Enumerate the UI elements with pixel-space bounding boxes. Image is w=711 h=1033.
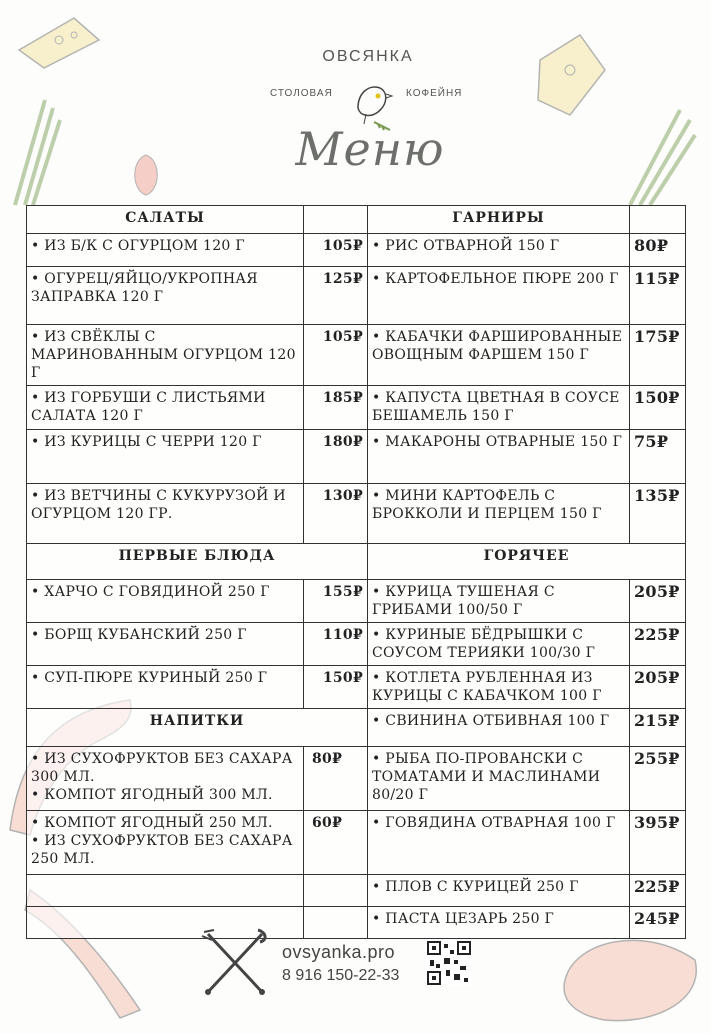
menu-item-name: • ОГУРЕЦ/ЯЙЦО/УКРОПНАЯ ЗАПРАВКА 120 Г — [27, 267, 304, 325]
website-link[interactable]: ovsyanka.pro — [282, 942, 396, 962]
menu-item-name: • ИЗ ВЕТЧИНЫ С КУКУРУЗОЙ И ОГУРЦОМ 120 ГР. — [27, 484, 304, 544]
menu-item-price: 150₽ — [630, 386, 686, 430]
menu-item-price: 115₽ — [630, 267, 686, 325]
menu-title: Меню — [295, 122, 445, 176]
menu-item-name: • КАРТОФЕЛЬНОЕ ПЮРЕ 200 Г — [368, 267, 630, 325]
section-heading-first: ПЕРВЫЕ БЛЮДА — [27, 544, 368, 580]
menu-item-name: • ИЗ СУХОФРУКТОВ БЕЗ САХАРА 300 МЛ. — [31, 751, 293, 785]
menu-item-price: 245₽ — [630, 907, 686, 939]
menu-item-price: 105₽ — [304, 325, 368, 386]
menu-item-name: • БОРЩ КУБАНСКИЙ 250 Г — [27, 623, 304, 666]
fork-knife-icon — [200, 928, 270, 998]
menu-item-price: 180₽ — [304, 430, 368, 484]
brand-name: ОВСЯНКА — [322, 48, 414, 65]
menu-item-name: • КОМПОТ ЯГОДНЫЙ 250 МЛ. — [31, 815, 273, 831]
menu-item-price: 125₽ — [304, 267, 368, 325]
section-heading-garnish: ГАРНИРЫ — [368, 206, 630, 234]
menu-item-name: • ИЗ Б/К С ОГУРЦОМ 120 Г — [27, 234, 304, 267]
qr-code-icon — [426, 940, 472, 986]
menu-item-name: • РИС ОТВАРНОЙ 150 Г — [368, 234, 630, 267]
menu-item-name: • ИЗ СВЁКЛЫ С МАРИНОВАННЫМ ОГУРЦОМ 120 Г — [27, 325, 304, 386]
menu-item-price: 395₽ — [630, 811, 686, 875]
menu-item-name: • ИЗ ГОРБУШИ С ЛИСТЬЯМИ САЛАТА 120 Г — [27, 386, 304, 430]
asparagus-sketch-icon — [620, 100, 700, 210]
menu-item-name: • ПАСТА ЦЕЗАРЬ 250 Г — [368, 907, 630, 939]
menu-item-price: 185₽ — [304, 386, 368, 430]
menu-item-price: 60₽ — [304, 811, 368, 875]
menu-item-price: 175₽ — [630, 325, 686, 386]
drinks-group-250 — [27, 811, 304, 875]
menu-item-name: • СУП-ПЮРЕ КУРИНЫЙ 250 Г — [27, 666, 304, 709]
menu-item-price: 225₽ — [630, 623, 686, 666]
menu-item-price: 80₽ — [304, 747, 368, 811]
menu-item-name: • СВИНИНА ОТБИВНАЯ 100 Г — [368, 709, 630, 747]
menu-item-name: • МИНИ КАРТОФЕЛЬ С БРОККОЛИ И ПЕРЦЕМ 150 Г — [368, 484, 630, 544]
menu-item-price: 205₽ — [630, 580, 686, 623]
menu-item-name: • КАБАЧКИ ФАРШИРОВАННЫЕ ОВОЩНЫМ ФАРШЕМ 150 Г — [368, 325, 630, 386]
brand-tag-right: КОФЕЙНЯ — [406, 88, 463, 99]
cheese-sketch-icon — [14, 10, 104, 70]
menu-item-name: • КУРИНЫЕ БЁДРЫШКИ С СОУСОМ ТЕРИЯКИ 100/30 Г — [368, 623, 630, 666]
pepper-sketch-icon — [126, 150, 166, 200]
brand-tag-left: СТОЛОВАЯ — [270, 88, 333, 99]
menu-item-name: • ИЗ СУХОФРУКТОВ БЕЗ САХАРА 250 МЛ. — [31, 833, 293, 867]
menu-item-price: 75₽ — [630, 430, 686, 484]
menu-item-price: 135₽ — [630, 484, 686, 544]
menu-item-name: • РЫБА ПО-ПРОВАНСКИ С ТОМАТАМИ И МАСЛИНАМИ 80/20 Г — [368, 747, 630, 811]
menu-item-name: • КУРИЦА ТУШЕНАЯ С ГРИБАМИ 100/50 Г — [368, 580, 630, 623]
menu-item-name: • ХАРЧО С ГОВЯДИНОЙ 250 Г — [27, 580, 304, 623]
phone-number: 8 916 150-22-33 — [282, 967, 400, 984]
menu-item-price: 215₽ — [630, 709, 686, 747]
menu-item-name: • ГОВЯДИНА ОТВАРНАЯ 100 Г — [368, 811, 630, 875]
menu-item-name: • ИЗ КУРИЦЫ С ЧЕРРИ 120 Г — [27, 430, 304, 484]
menu-item-price: 255₽ — [630, 747, 686, 811]
drinks-group-300 — [27, 747, 304, 811]
menu-item-price: 80₽ — [630, 234, 686, 267]
menu-table — [26, 205, 686, 939]
menu-item-price: 130₽ — [304, 484, 368, 544]
menu-item-price: 155₽ — [304, 580, 368, 623]
cheese-sketch-icon — [530, 30, 610, 120]
section-heading-salads: САЛАТЫ — [27, 206, 304, 234]
menu-item-name: • МАКАРОНЫ ОТВАРНЫЕ 150 Г — [368, 430, 630, 484]
menu-item-price: 150₽ — [304, 666, 368, 709]
menu-item-price: 205₽ — [630, 666, 686, 709]
menu-item-name: • КОМПОТ ЯГОДНЫЙ 300 МЛ. — [31, 787, 273, 803]
menu-item-price: 110₽ — [304, 623, 368, 666]
menu-item-name: • КАПУСТА ЦВЕТНАЯ В СОУСЕ БЕШАМЕЛЬ 150 Г — [368, 386, 630, 430]
section-heading-drinks: НАПИТКИ — [27, 709, 368, 747]
asparagus-sketch-icon — [5, 90, 65, 210]
menu-item-name: • ПЛОВ С КУРИЦЕЙ 250 Г — [368, 875, 630, 907]
menu-item-price: 225₽ — [630, 875, 686, 907]
menu-item-price: 105₽ — [304, 234, 368, 267]
menu-item-name: • КОТЛЕТА РУБЛЕННАЯ ИЗ КУРИЦЫ С КАБАЧКОМ 100 Г — [368, 666, 630, 709]
section-heading-hot: ГОРЯЧЕЕ — [368, 544, 686, 580]
